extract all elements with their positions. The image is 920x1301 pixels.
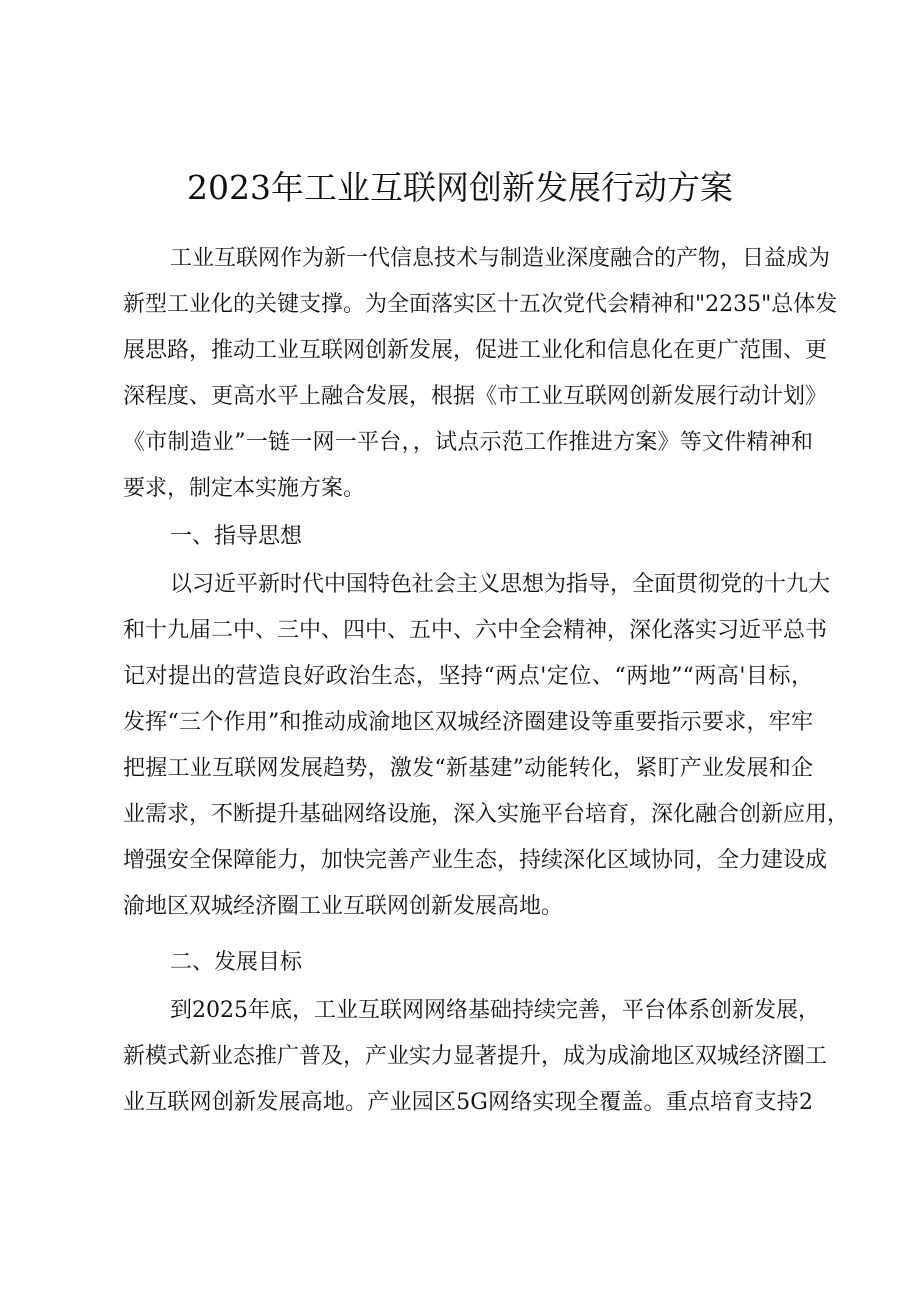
intro-line: 新型工业化的关键支撑。为全面落实区十五次党代会精神和"2235"总体发 <box>123 292 838 317</box>
intro-line: 工业互联网作为新一代信息技术与制造业深度融合的产物，日益成为 <box>170 246 831 271</box>
section1-line: 和十九届二中、三中、四中、五中、六中全会精神，深化落实习近平总书 <box>123 618 828 643</box>
section1-line: 记对提出的营造良好政治生态，坚持“两点'定位、“两地”“两高'目标， <box>123 664 813 689</box>
intro-line: 展思路，推动工业互联网创新发展，促进工业化和信息化在更广范围、更 <box>123 338 828 363</box>
intro-line: 《市制造业”一链一网一平台，，试点示范工作推进方案》等文件精神和 <box>123 430 813 455</box>
intro-line: 要求，制定本实施方案。 <box>123 476 366 501</box>
document-title: 2023年工业互联网创新发展行动方案 <box>187 168 733 207</box>
section2-line: 到2025年底，工业互联网网络基础持续完善，平台体系创新发展， <box>170 998 820 1023</box>
section1-line: 发挥“三个作用”和推动成渝地区双城经济圈建设等重要指示要求，牢牢 <box>123 710 813 735</box>
section1-line: 业需求，不断提升基础网络设施，深入实施平台培育，深化融合创新应用， <box>123 802 850 827</box>
section1-line: 渝地区双城经济圈工业互联网创新发展高地。 <box>123 894 564 919</box>
intro-line: 深程度、更高水平上融合发展，根据《市工业互联网创新发展行动计划》 <box>123 384 828 409</box>
section1-line: 增强安全保障能力，加快完善产业生态，持续深化区域协同，全力建设成 <box>123 848 828 873</box>
section2-line: 业互联网创新发展高地。产业园区5G网络实现全覆盖。重点培育支持2 <box>123 1090 813 1115</box>
section-heading-guiding-ideology: 一、指导思想 <box>170 524 303 549</box>
section2-line: 新模式新业态推广普及，产业实力显著提升，成为成渝地区双城经济圈工 <box>123 1044 828 1069</box>
section1-line: 把握工业互联网发展趋势，激发“新基建”动能转化，紧盯产业发展和企 <box>123 756 813 781</box>
section-heading-development-goals: 二、发展目标 <box>170 950 303 975</box>
section1-line: 以习近平新时代中国特色社会主义思想为指导，全面贯彻党的十九大 <box>170 572 831 597</box>
